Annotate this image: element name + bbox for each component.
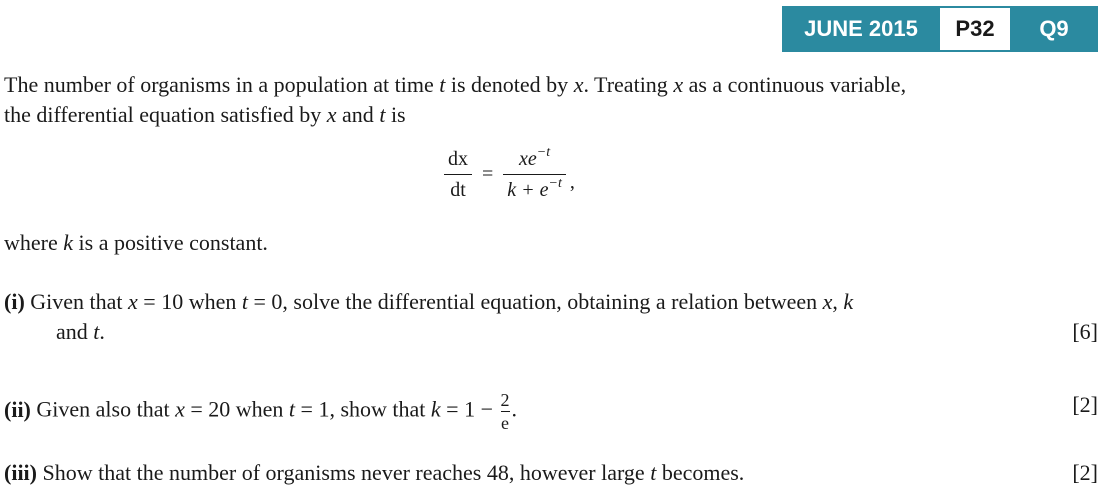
equals-sign: =	[482, 163, 494, 185]
intro-text: is	[385, 102, 406, 127]
question-number-badge: Q9	[1010, 6, 1098, 52]
part-label: (ii)	[4, 396, 31, 422]
part-i	[4, 287, 1098, 344]
question-badge	[782, 6, 1098, 52]
part-iii	[4, 458, 1098, 488]
rhs-fraction	[503, 146, 566, 203]
fraction-bar	[444, 174, 472, 175]
fraction-numerator: 2	[500, 390, 510, 410]
part-label: (i)	[4, 289, 25, 314]
part-label: (iii)	[4, 460, 37, 485]
part-text: Show that the number of organisms never reaches 48, however large	[37, 460, 651, 485]
differential-equation	[444, 146, 575, 203]
intro-text: as a continuous variable,	[683, 72, 907, 97]
part-text: = 1 −	[440, 396, 499, 422]
var-k: k	[63, 230, 74, 255]
var-x: x	[673, 72, 684, 97]
marks-label: [2]	[1072, 392, 1098, 417]
intro-text: the differential equation satisfied by	[4, 102, 327, 127]
var-t: t	[379, 102, 386, 127]
part-continuation	[56, 317, 105, 347]
marks-label: [2]	[1072, 460, 1098, 485]
rhs-numerator-base: xe	[519, 148, 537, 170]
intro-text: The number of organisms in a population at time	[4, 72, 440, 97]
intro-line-1	[4, 71, 1098, 99]
part-text: ,	[832, 289, 844, 314]
where-line	[4, 229, 268, 257]
marks-label: [6]	[1072, 319, 1098, 344]
lhs-numerator: dx	[448, 148, 468, 170]
fraction-bar	[501, 411, 510, 412]
part-text: Given that	[24, 289, 129, 314]
part-text: = 0, solve the differential equation, obtaining a relation between	[247, 289, 823, 314]
rhs-denominator-exponent: −t	[548, 176, 562, 191]
fraction-bar	[503, 174, 566, 175]
intro-text: is denoted by	[445, 72, 574, 97]
intro-text: . Treating	[583, 72, 674, 97]
rhs-numerator	[515, 146, 554, 172]
var-x: x	[822, 289, 833, 314]
part-text: .	[511, 396, 517, 422]
fraction-denominator: e	[501, 413, 509, 433]
var-x: x	[128, 289, 138, 314]
var-t: t	[439, 72, 446, 97]
two-over-e-fraction	[501, 390, 510, 433]
where-text: is a positive constant.	[73, 230, 268, 255]
rhs-denominator-base: k + e	[507, 179, 549, 201]
var-t: t	[288, 396, 296, 422]
part-text: = 10 when	[137, 289, 242, 314]
var-x: x	[175, 396, 185, 422]
intro-line-2	[4, 101, 406, 129]
lhs-denominator: dt	[450, 179, 466, 201]
intro-text: and	[336, 102, 380, 127]
where-text: where	[4, 230, 64, 255]
part-ii	[4, 390, 1098, 433]
paper-code-badge: P32	[940, 6, 1010, 52]
rhs-numerator-exponent: −t	[536, 145, 551, 160]
var-x: x	[573, 72, 584, 97]
rhs-denominator	[503, 177, 566, 203]
equation-comma: ,	[569, 171, 575, 193]
lhs-fraction	[444, 146, 472, 203]
part-text: and	[56, 319, 94, 344]
var-x: x	[326, 102, 337, 127]
var-t: t	[650, 460, 657, 485]
exam-date-badge: JUNE 2015	[782, 6, 940, 52]
part-text: .	[99, 319, 105, 344]
part-text: becomes.	[656, 460, 745, 485]
part-text: = 20 when	[184, 396, 289, 422]
var-k: k	[843, 289, 854, 314]
var-t: t	[93, 319, 100, 344]
part-text: = 1, show that	[295, 396, 431, 422]
var-k: k	[430, 396, 441, 422]
var-t: t	[241, 289, 248, 314]
part-text: Given also that	[30, 396, 176, 422]
